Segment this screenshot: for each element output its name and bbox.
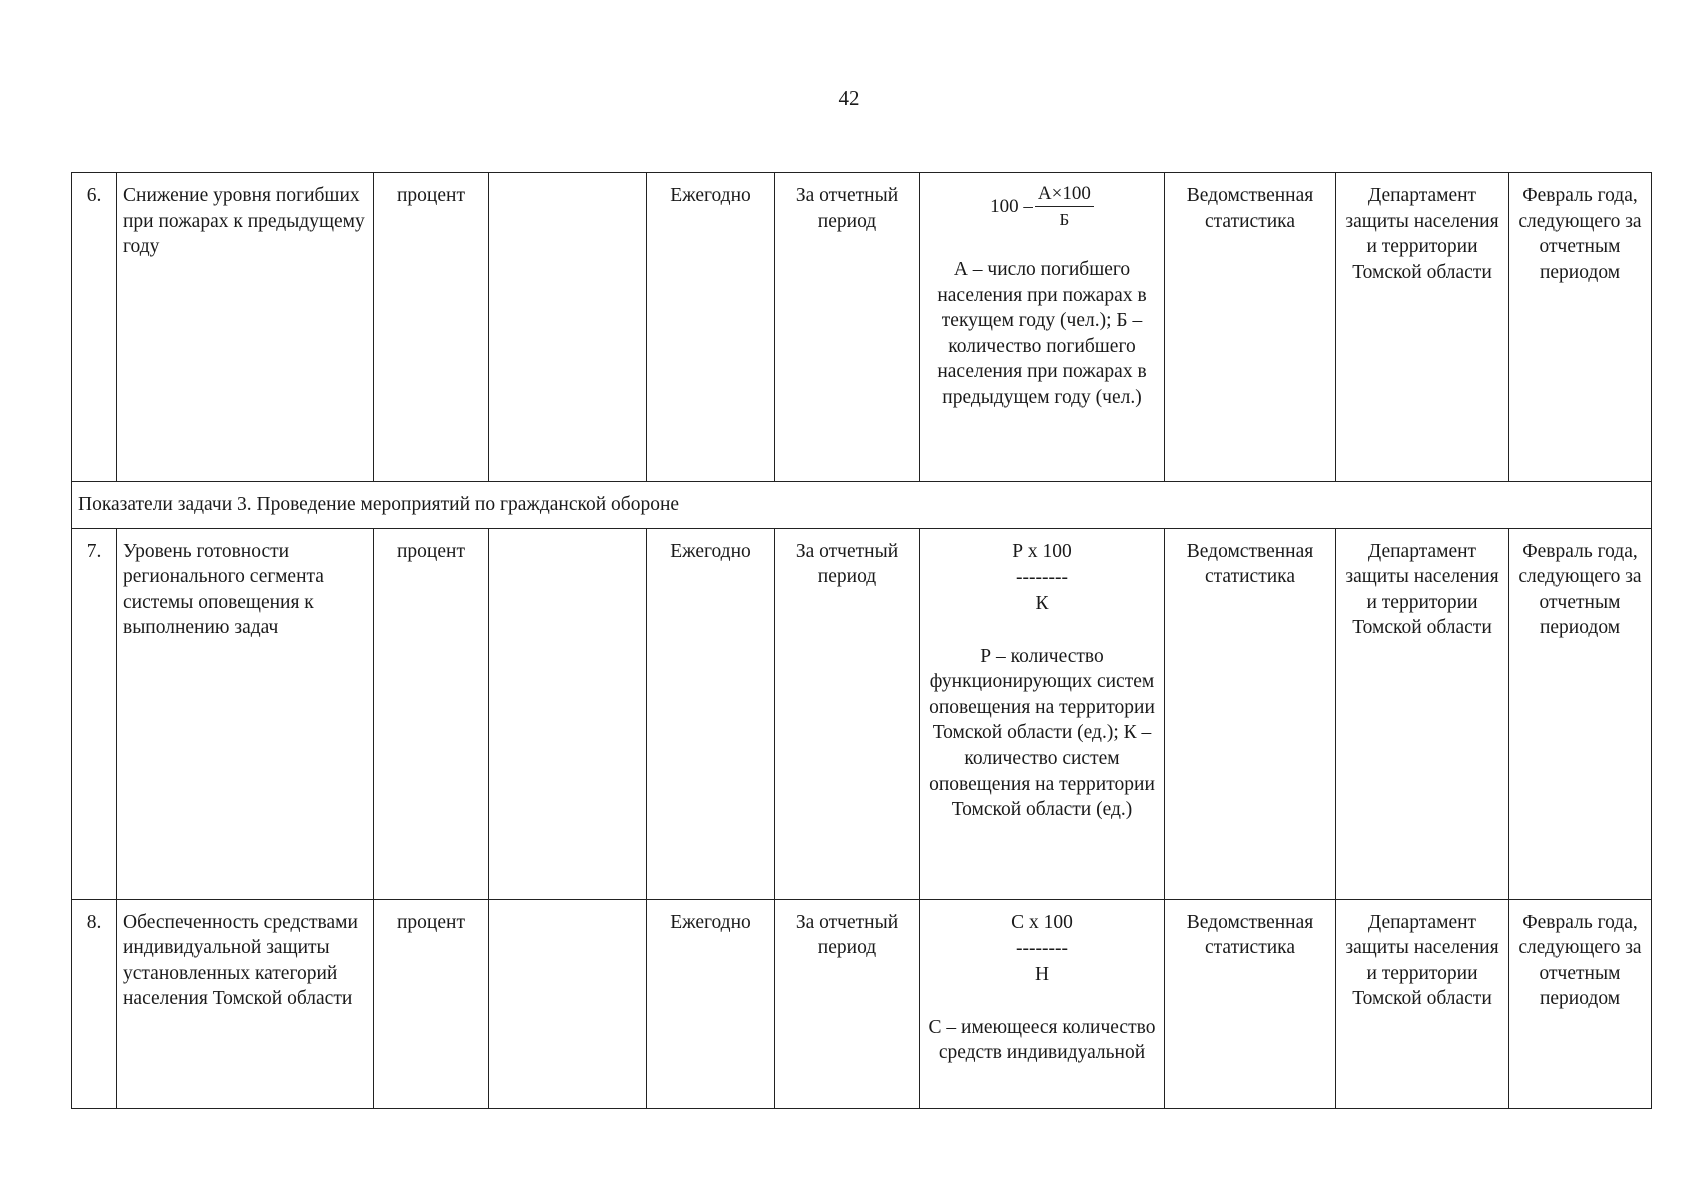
department-cell: Департамент защиты населения и территории Томской области [1336,899,1509,1108]
formula-description: С – имеющееся количество средств индивидуальной [928,1016,1156,1064]
formula-numerator: С х 100 [1011,911,1073,933]
empty-cell [489,899,647,1108]
indicators-table [71,172,1652,1109]
department-cell: Департамент защиты населения и территории Томской области [1336,528,1509,899]
formula-cell [920,899,1165,1108]
row-number: 6. [72,173,117,482]
unit-cell: процент [374,899,489,1108]
source-cell: Ведомственная статистика [1165,173,1336,482]
period-cell: За отчетный период [775,528,920,899]
unit-cell: процент [374,173,489,482]
empty-cell [489,528,647,899]
frequency-cell: Ежегодно [647,173,775,482]
period-cell: За отчетный период [775,899,920,1108]
formula-description: А – число погибшего населения при пожарах в текущем году (чел.); Б – количество погибшего населения при пожарах в предыдущем году (чел.) [937,259,1147,408]
table-row [72,899,1652,1108]
formula-description: Р – количество функционирующих систем оповещения на территории Томской области (ед.); К – количество систем оповещения на территории Томской области (ед.) [929,645,1155,821]
row-number: 7. [72,528,117,899]
formula-denominator: Б [1059,210,1070,229]
formula-cell [920,528,1165,899]
table-row [72,173,1652,482]
indicator-name: Снижение уровня погибших при пожарах к предыдущему году [117,173,374,482]
section-heading: Показатели задачи 3. Проведение мероприятий по гражданской обороне [72,482,1652,529]
deadline-cell: Февраль года, следующего за отчетным периодом [1509,173,1652,482]
indicator-name: Уровень готовности регионального сегмента системы оповещения к выполнению задач [117,528,374,899]
department-cell: Департамент защиты населения и территории Томской области [1336,173,1509,482]
frequency-cell: Ежегодно [647,899,775,1108]
indicator-name: Обеспеченность средствами индивидуальной защиты установленных категорий населения Томской области [117,899,374,1108]
section-row [72,482,1652,529]
table-row [72,528,1652,899]
row-number: 8. [72,899,117,1108]
page-number: 42 [838,86,860,110]
formula-separator: -------- [1016,937,1068,959]
formula-denominator: К [1035,592,1049,614]
formula-numerator: Р х 100 [1012,540,1072,562]
deadline-cell: Февраль года, следующего за отчетным периодом [1509,899,1652,1108]
frequency-cell: Ежегодно [647,528,775,899]
deadline-cell: Февраль года, следующего за отчетным периодом [1509,528,1652,899]
source-cell: Ведомственная статистика [1165,899,1336,1108]
period-cell: За отчетный период [775,173,920,482]
formula-numerator: А×100 [1035,183,1094,207]
formula-fraction [926,910,1158,988]
empty-cell [489,173,647,482]
formula-cell [920,173,1165,482]
formula-denominator: Н [1034,963,1050,985]
source-cell: Ведомственная статистика [1165,528,1336,899]
formula-fraction [926,539,1158,617]
unit-cell: процент [374,528,489,899]
formula-separator: -------- [1016,566,1068,588]
formula-fraction [990,183,1094,231]
formula-lead: 100 – [990,196,1033,218]
